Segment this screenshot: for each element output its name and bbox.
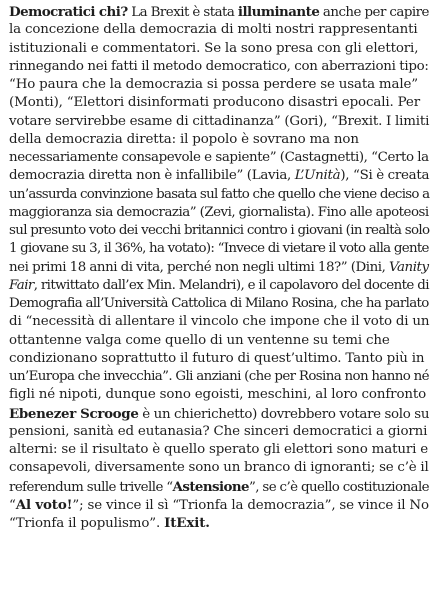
text-run: necessariamente consapevole e sapiente” (Castagnetti), “Certo la xyxy=(9,150,429,165)
text-run: “Trionfa il populismo”. xyxy=(9,516,165,531)
text-line xyxy=(9,259,429,277)
text-run: La Brexit è stata xyxy=(127,5,238,20)
text-run: ), “Si è creata xyxy=(340,168,430,184)
bold-text: Astensione xyxy=(172,478,249,495)
text-run: Demografia all’Università Cattolica di Milano Rosina, che ha parlato xyxy=(9,296,429,311)
text-line xyxy=(9,186,429,204)
text-line xyxy=(9,496,429,514)
text-line xyxy=(9,478,429,496)
bold-text: Democratici chi? xyxy=(9,4,128,20)
text-run: anche per capire xyxy=(319,5,429,20)
text-run: democrazia diretta non è infallibile” (Lavia, xyxy=(9,168,295,184)
text-run: un’assurda convinzione basata sul fatto che quello che viene deciso a xyxy=(9,186,430,202)
text-run: ottantenne valga come quello di un ventenne su temi che xyxy=(9,332,390,348)
text-line xyxy=(9,386,429,404)
text-line xyxy=(9,167,429,185)
text-line xyxy=(9,222,429,240)
text-line xyxy=(9,459,429,477)
text-line xyxy=(9,240,429,258)
text-run: referendum sulle trivelle “ xyxy=(9,479,173,495)
text-line xyxy=(9,350,429,368)
text-line xyxy=(9,149,429,167)
text-run: rinnegando nei fatti il metodo democratico, con aberrazioni tipo: xyxy=(9,58,429,74)
text-line xyxy=(9,405,429,423)
text-run: , ritwittato dall’ex Min. Melandri), e il capolavoro del docente di xyxy=(33,277,429,293)
bold-text: illuminante xyxy=(237,4,320,20)
text-run: “Ho paura che la democrazia si possa perdere se usata male” xyxy=(9,77,419,92)
text-run: sul presunto voto dei vecchi britannici contro i giovani (in realtà solo xyxy=(9,223,430,238)
text-run: della democrazia diretta: il popolo è sovrano ma non xyxy=(9,131,359,147)
text-run: “ xyxy=(9,497,16,513)
text-line xyxy=(9,58,429,76)
text-line xyxy=(9,131,429,149)
italic-text: Fair xyxy=(9,277,34,293)
text-line xyxy=(9,21,429,39)
text-line xyxy=(9,423,429,441)
text-run: (Monti), “Elettori disinformati producono disastri epocali. Per xyxy=(9,95,420,111)
text-run: 1 giovane su 3, il 36%, ha votato): “Invece di vietare il voto alla gente xyxy=(9,241,429,257)
text-line xyxy=(9,441,429,459)
text-run: alterni: se il risultato è quello sperato gli elettori sono maturi e xyxy=(9,442,429,457)
text-run: di “necessità di allentare il vincolo che impone che il voto di un xyxy=(9,314,430,330)
text-run: nei primi 18 anni di vita, perché non negli ultimi 18?” (Dini, xyxy=(9,259,390,275)
text-line xyxy=(9,368,429,386)
text-line xyxy=(9,94,429,112)
text-run: maggioranza sia democrazia” (Zevi, giornalista). Fino alle apoteosi xyxy=(9,204,429,220)
text-run: votare servirebbe esame di cittadinanza” (Gori), “Brexit. I limiti xyxy=(9,113,430,129)
text-run: pensioni, sanità ed eutanasia? Che sinceri democratici a giorni xyxy=(9,423,428,439)
text-line xyxy=(9,3,429,21)
text-run: un’Europa che invecchia”. Gli anziani (che per Rosina non hanno né xyxy=(9,369,429,384)
bold-text: ItExit. xyxy=(164,515,210,531)
text-run: figli né nipoti, dunque sono egoisti, meschini, al loro confronto xyxy=(9,387,427,403)
text-line xyxy=(9,277,429,295)
bold-text: Al voto! xyxy=(15,496,73,513)
text-run: istituzionali e commentatori. Se la sono presa con gli elettori, xyxy=(9,40,419,56)
bold-text: Ebenezer Scrooge xyxy=(9,405,139,422)
text-run: ”; se vince il sì “Trionfa la democrazia”, se vince il No xyxy=(72,497,429,513)
italic-text: L’Unità xyxy=(294,168,341,184)
text-line xyxy=(9,295,429,313)
text-run: è un chierichetto) dovrebbero votare solo su xyxy=(138,406,430,422)
text-line xyxy=(9,514,429,532)
text-run: ”, se c’è quello costituzionale xyxy=(248,479,430,495)
text-line xyxy=(9,40,429,58)
text-run: la concezione della democrazia di molti nostri rappresentanti xyxy=(9,22,418,38)
text-run: consapevoli, diversamente sono un branco di ignoranti; se c’è il xyxy=(9,460,429,476)
article-body xyxy=(9,3,429,532)
text-line xyxy=(9,204,429,222)
text-line xyxy=(9,332,429,350)
text-line xyxy=(9,313,429,331)
text-line xyxy=(9,76,429,94)
italic-text: Vanity xyxy=(389,259,429,275)
text-run: condizionano soprattutto il futuro di quest’ultimo. Tanto più in xyxy=(9,350,425,366)
text-line xyxy=(9,113,429,131)
